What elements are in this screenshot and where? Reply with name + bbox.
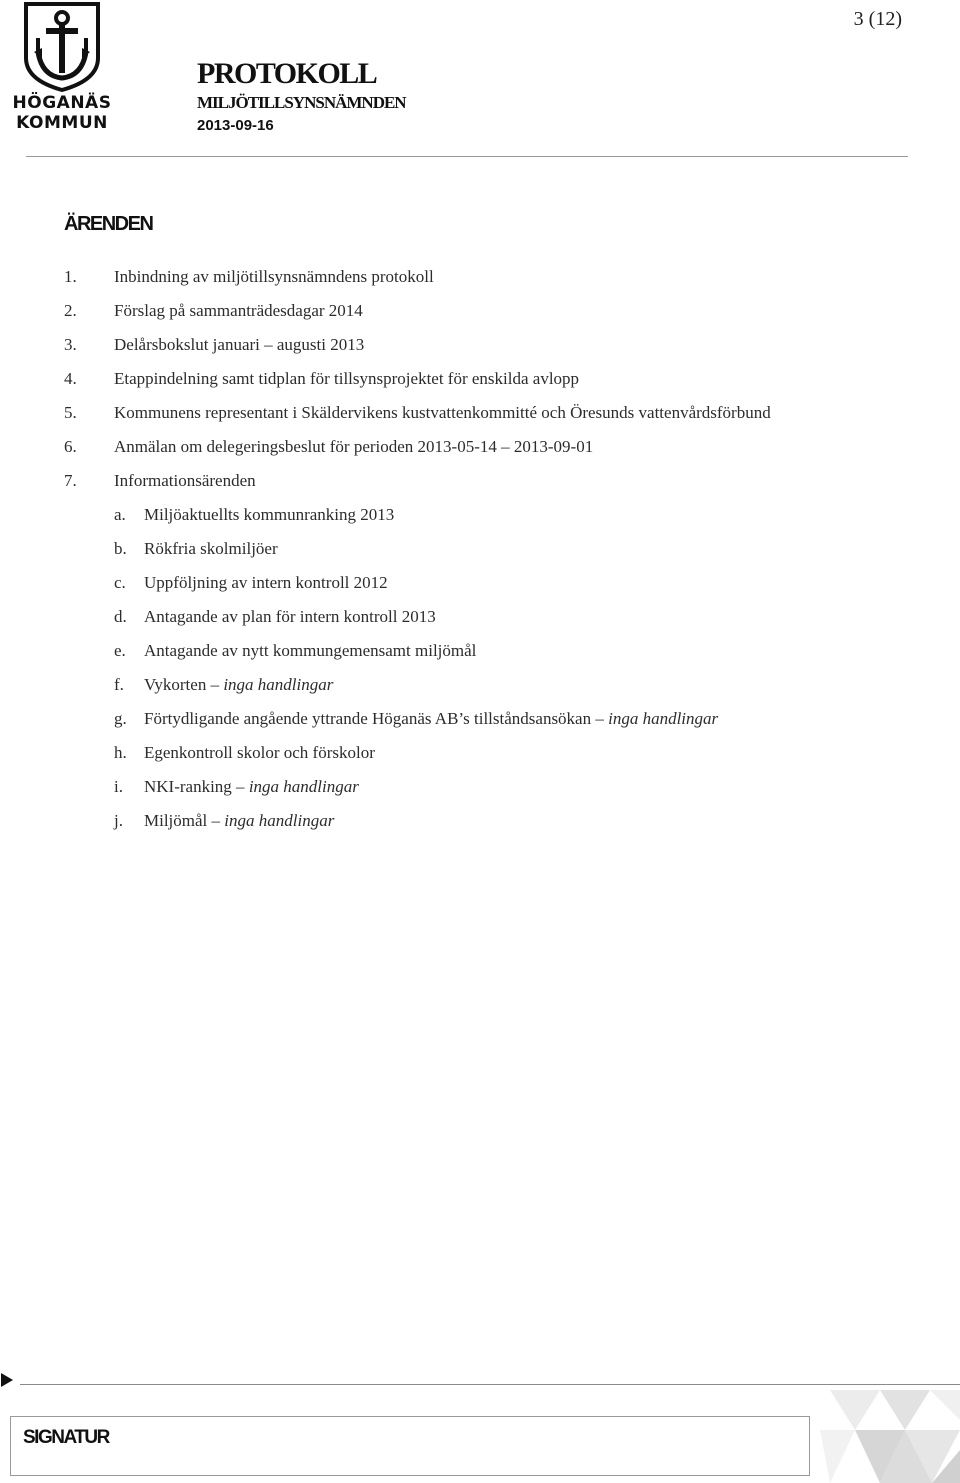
logo-text-kommun: KOMMUN [16, 113, 108, 133]
agenda-item-text: Kommunens representant i Skäldervikens kustvattenkommitté och Öresunds vattenvårdsförbund [114, 403, 771, 422]
agenda-subitem-text: Antagande av plan för intern kontroll 2013 [144, 607, 436, 626]
agenda-subitem-text [144, 704, 718, 738]
triangle-right-icon [0, 1372, 14, 1388]
agenda-subitem-text: Miljöaktuellts kommunranking 2013 [144, 505, 395, 524]
agenda-item-text: Etappindelning samt tidplan för tillsynsprojektet för enskilda avlopp [114, 369, 580, 388]
agenda-subitem [64, 738, 924, 772]
agenda-item-number: 6. [64, 437, 77, 456]
agenda-subitem-text: Egenkontroll skolor och förskolor [144, 743, 375, 762]
agenda-subitem-letter: d. [114, 607, 127, 626]
subitem-title: Förtydligande angående yttrande Höganäs AB’s tillståndsansökan – [144, 709, 609, 728]
agenda-subitem [64, 568, 924, 602]
signature-label: SIGNATUR [23, 1427, 109, 1448]
agenda-subitem-text [144, 806, 334, 840]
agenda-subitem-letter: g. [114, 709, 127, 728]
agenda-subitem-text: Antagande av nytt kommungemensamt miljömål [144, 641, 477, 660]
subitem-title: Vykorten – [144, 675, 224, 694]
agenda-item-number: 2. [64, 301, 77, 320]
agenda-subitem-text: Rökfria skolmiljöer [144, 539, 278, 558]
section-heading: ÄRENDEN [64, 213, 153, 235]
footer-divider [20, 1384, 960, 1385]
agenda-subitem-text [144, 772, 359, 806]
agenda-subitem-letter: i. [114, 777, 123, 796]
agenda-subitem [64, 636, 924, 670]
document-header [197, 58, 406, 136]
agenda-subitem-letter: b. [114, 539, 127, 558]
agenda-subitem [64, 806, 924, 840]
agenda-subitem-letter: a. [114, 505, 126, 524]
agenda-subitem [64, 772, 924, 806]
agenda-subitem [64, 534, 924, 568]
agenda-item-text: Förslag på sammanträdesdagar 2014 [114, 301, 363, 320]
subitem-note: inga handlingar [248, 777, 359, 796]
agenda-item-text: Inbindning av miljötillsynsnämndens protokoll [114, 267, 434, 286]
header-divider [26, 156, 908, 157]
agenda-item-text: Anmälan om delegeringsbeslut för perioden 2013-05-14 – 2013-09-01 [114, 437, 594, 456]
anchor-crest-icon [12, 0, 112, 92]
subitem-note: inga handlingar [223, 675, 334, 694]
agenda-item [64, 432, 924, 466]
agenda-list [64, 262, 924, 840]
agenda-item-text: Delårsbokslut januari – augusti 2013 [114, 335, 365, 354]
agenda-item-number: 1. [64, 267, 77, 286]
agenda-item [64, 398, 924, 432]
agenda-item [64, 262, 924, 296]
agenda-subitem-text: Uppföljning av intern kontroll 2012 [144, 573, 388, 592]
subitem-note: inga handlingar [608, 709, 719, 728]
agenda-subitem-letter: h. [114, 743, 127, 762]
agenda-subitem-letter: f. [114, 675, 124, 694]
document-date: 2013-09-16 [197, 117, 274, 134]
agenda-subitem-letter: j. [114, 811, 123, 830]
agenda-item-number: 3. [64, 335, 77, 354]
subitem-note: inga handlingar [224, 811, 335, 830]
page-number: 3 (12) [853, 8, 902, 30]
agenda-subitem-letter: c. [114, 573, 126, 592]
agenda-item [64, 330, 924, 364]
subitem-title: Miljömål – [144, 811, 225, 830]
agenda-subitem [64, 602, 924, 636]
document-title: PROTOKOLL [197, 57, 377, 90]
logo-text-hoganas: HÖGANÄS [12, 93, 112, 113]
agenda-subitem [64, 500, 924, 534]
agenda-subitem [64, 704, 924, 738]
municipality-logo [12, 0, 112, 136]
decorative-pattern [820, 1390, 960, 1483]
agenda-item-number: 5. [64, 403, 77, 422]
agenda-item [64, 364, 924, 398]
agenda-subitem-letter: e. [114, 641, 126, 660]
subitem-title: NKI-ranking – [144, 777, 249, 796]
agenda-item-number: 4. [64, 369, 77, 388]
agenda-subitem [64, 670, 924, 704]
agenda-item [64, 466, 924, 500]
agenda-item [64, 296, 924, 330]
agenda-subitem-text [144, 670, 333, 704]
signature-box [10, 1416, 810, 1476]
agenda-item-number: 7. [64, 471, 77, 490]
agenda-item-text: Informationsärenden [114, 471, 256, 490]
document-subtitle: MILJÖTILLSYNSNÄMNDEN [197, 93, 406, 112]
